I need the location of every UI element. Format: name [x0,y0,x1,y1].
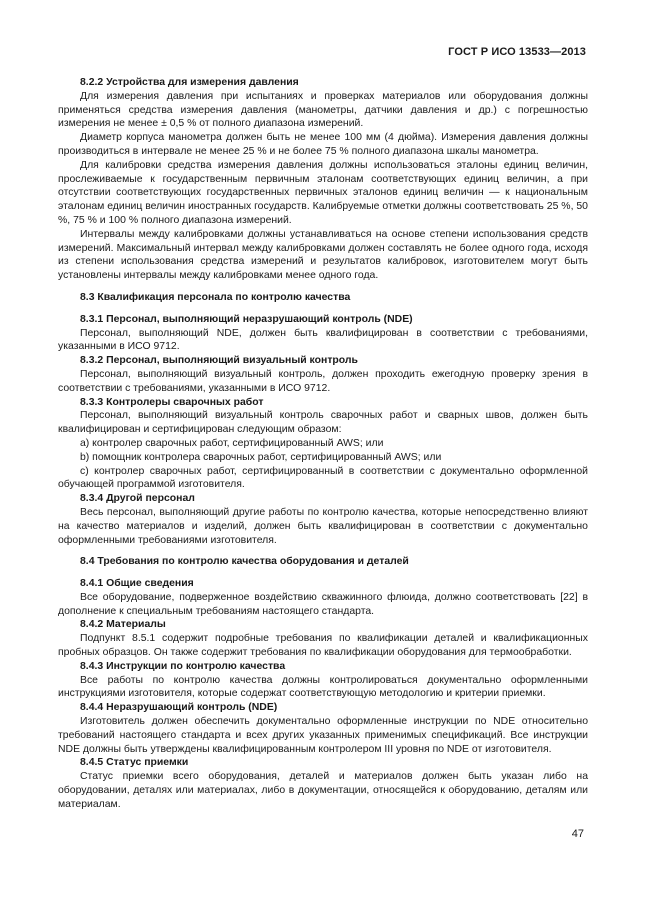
section-heading: 8.3 Квалификация персонала по контролю качества [80,291,351,303]
section-heading: 8.3.2 Персонал, выполняющий визуальный контроль [80,355,358,367]
section-heading: 8.4.4 Неразрушающий контроль (NDE) [80,702,278,714]
paragraph: Диаметр корпуса манометра должен быть не менее 100 мм (4 дюйма). Измерения давления должны производиться в интервале не менее 25 % и не более 75 % полного диапазона шкалы манометра. [58,132,588,157]
paragraph: Интервалы между калибровками должны устанавливаться на основе степени использования средств измерений. Максимальный интервал между калибровками должен составлять не более одного года, исходя из степени использования средства измерений и результатов калибровок, изготовителем могут быть установлены интервалы между калибровками менее одного года. [58,228,588,282]
page-number: 47 [571,828,584,840]
paragraph: Весь персонал, выполняющий другие работы по контролю качества, которые непосредственно влияют на качество материалов и изделий, должен быть квалифицирован в соответствии с документально оформленными требованиями изготовителя. [58,506,588,546]
section-heading: 8.3.3 Контролеры сварочных работ [80,396,264,408]
paragraph: Для измерения давления при испытаниях и проверках материалов или оборудования должны применяться средства измерения давления (манометры, датчики давления и др.) с погрешностью измерения не менее ± 0,5 % от полного диапазона измерений. [58,90,588,130]
section-heading: 8.4.2 Материалы [80,619,166,631]
section-heading: 8.4 Требования по контролю качества оборудования и деталей [80,556,409,568]
section-heading: 8.2.2 Устройства для измерения давления [80,77,299,88]
paragraph: Персонал, выполняющий визуальный контроль сварочных работ и сварных швов, должен быть квалифицирован и сертифицирован следующим образом: [58,410,588,436]
paragraph: Персонал, выполняющий NDE, должен быть квалифицирован в соответствии с требованиями, указанными в ИСО 9712. [58,327,588,353]
section-heading: 8.4.5 Статус приемки [80,757,189,769]
paragraph: Все работы по контролю качества должны контролироваться документально оформленными инструкциями изготовителя, которые содержат соответствующую методологию и критерии приемки. [58,674,588,700]
document-body [58,76,588,812]
section-heading: 8.3.4 Другой персонал [80,493,195,505]
paragraph: Персонал, выполняющий визуальный контроль, должен проходить ежегодную проверку зрения в соответствии с требованиями, указанными в ИСО 9712. [58,368,588,394]
paragraph: Все оборудование, подверженное воздействию скважинного флюида, должно соответствовать [22] в дополнение к специальным требованиям настоящего стандарта. [58,591,588,617]
document-header: ГОСТ Р ИСО 13533—2013 [448,46,586,58]
section-heading: 8.4.3 Инструкции по контролю качества [80,660,286,672]
paragraph: а) контролер сварочных работ, сертифицированный AWS; или [80,437,384,449]
section-heading: 8.4.1 Общие сведения [80,578,194,590]
paragraph: Подпункт 8.5.1 содержит подробные требования по квалификации деталей и квалификационных пробных образцов. Он также содержит требования по квалификации оборудования для термообработки. [58,633,588,659]
paragraph: с) контролер сварочных работ, сертифицированный в соответствии с документально оформленной обучающей программой изготовителя. [58,465,588,491]
paragraph: b) помощник контролера сварочных работ, сертифицированный AWS; или [80,451,442,463]
paragraph: Статус приемки всего оборудования, деталей и материалов должен быть указан либо на оборудовании, деталях или материалах, либо в документации, относящейся к оборудованию, деталям или материалам. [58,771,588,810]
paragraph: Для калибровки средства измерения давления должны использоваться эталоны единиц величин, прослеживаемые к государственным первичным эталонам соответствующих единиц величин, а при отсутствии соответствующих государственных первичных эталонов единиц величин — к национальным эталонам единиц величин иностранных государств. Калибруемые отметки должны соответствовать 25 %, 50 %, 75 % и 100 % полного диапазона измерений. [58,159,588,226]
section-heading: 8.3.1 Персонал, выполняющий неразрушающий контроль (NDE) [80,313,413,325]
paragraph: Изготовитель должен обеспечить документально оформленные инструкции по NDE относительно требований настоящего стандарта и всех других указанных применимых спецификаций. Все инструкции NDE должны быть утверждены квалифицированным контролером III уровня по NDE от изготовителя. [58,716,588,755]
